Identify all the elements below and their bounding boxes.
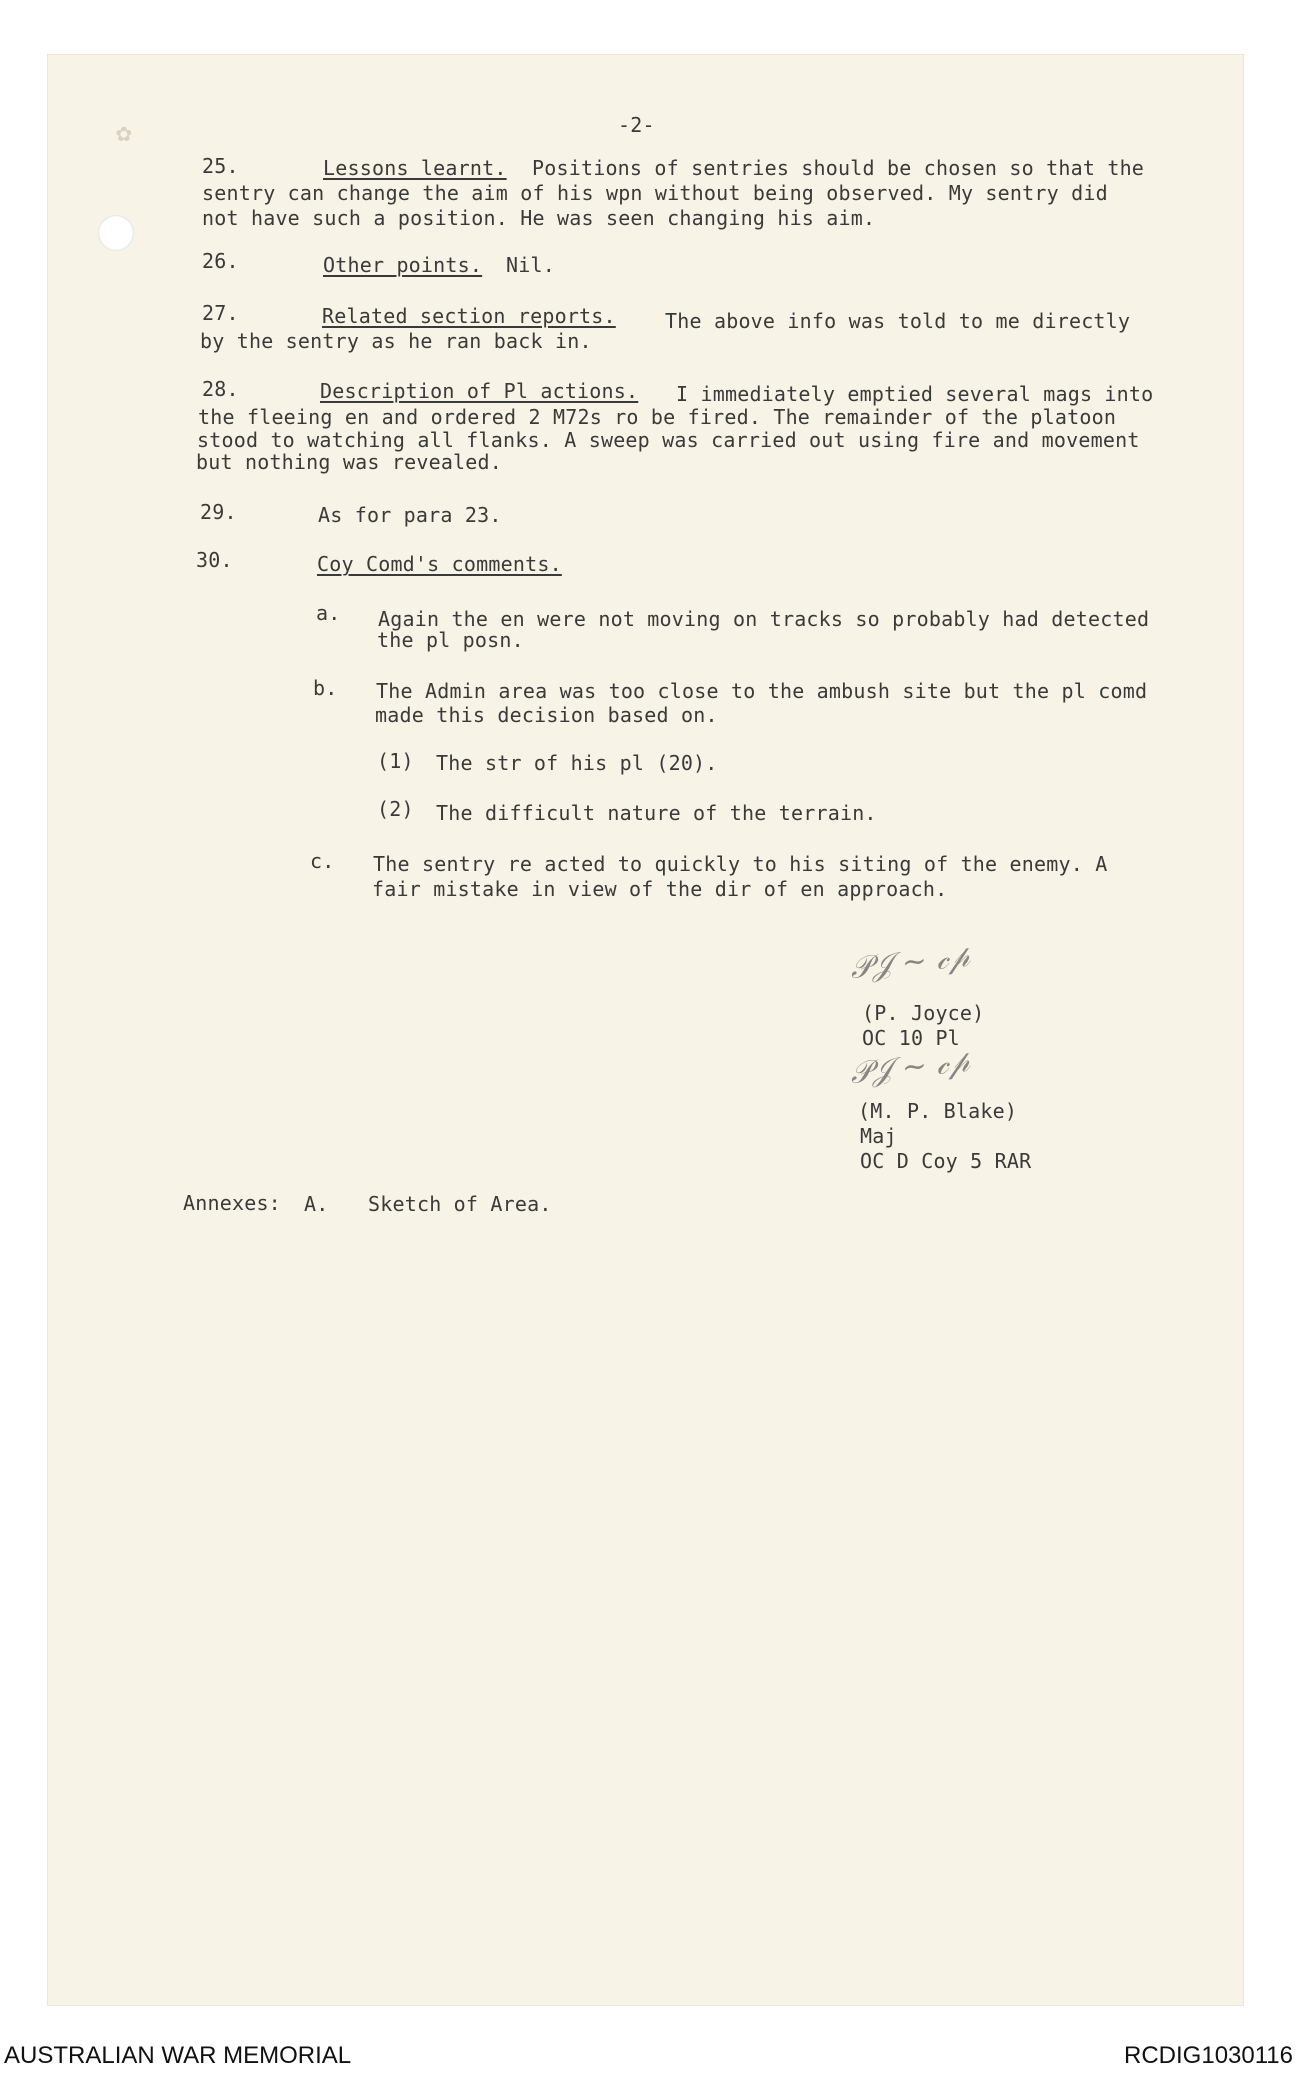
signature-blake: 𝒫𝒥 ~ 𝒸𝓅 [848,1043,972,1092]
para-27-number: 27. [202,301,239,325]
annex-a-label: A. [304,1192,329,1216]
signatory-2-rank: Maj [860,1124,897,1148]
signatory-1-role: OC 10 Pl [862,1026,960,1050]
page-number: -2- [618,113,655,137]
footer-record-id: RCDIG1030116 [1124,2042,1293,2069]
annexes-label: Annexes: [183,1191,281,1215]
para-25-number: 25. [202,154,239,178]
para-30b-sub1-text: The str of his pl (20). [436,751,718,775]
para-25-heading: Lessons learnt. [323,156,507,180]
para-27-heading: Related section reports. [322,304,616,328]
para-30c-label: c. [310,849,335,873]
para-28-line3: stood to watching all flanks. A sweep was carried out using fire and movement [197,428,1140,452]
para-28-line2: the fleeing en and ordered 2 M72s ro be fired. The remainder of the platoon [198,405,1117,429]
para-27-line1: The above info was told to me directly [665,309,1131,333]
para-30b-label: b. [313,676,338,700]
para-29-number: 29. [200,500,237,524]
para-25-line2: sentry can change the aim of his wpn without being observed. My sentry did [202,181,1108,205]
para-30-heading: Coy Comd's comments. [317,552,562,576]
para-30b-sub2-label: (2) [377,797,414,821]
para-28-number: 28. [202,377,239,401]
punch-hole [98,215,134,251]
para-30b-sub2-text: The difficult nature of the terrain. [436,801,877,825]
para-26-text: Nil. [506,253,555,277]
para-26-heading: Other points. [323,253,483,277]
signature-joyce: 𝒫𝒥 ~ 𝒸𝓅 [848,938,972,987]
annex-a-text: Sketch of Area. [368,1192,552,1216]
para-25-line3: not have such a position. He was seen changing his aim. [202,206,876,230]
para-30b-line1: The Admin area was too close to the ambush site but the pl comd [376,679,1148,703]
signatory-1-name: (P. Joyce) [862,1001,985,1025]
signatory-2-role: OC D Coy 5 RAR [860,1149,1032,1173]
para-28-line4: but nothing was revealed. [196,450,503,474]
para-30c-line2: fair mistake in view of the dir of en approach. [372,877,948,901]
para-30b-line2: made this decision based on. [375,703,718,727]
para-28-line1: I immediately emptied several mags into [676,382,1154,406]
footer-institution: AUSTRALIAN WAR MEMORIAL [4,2042,352,2069]
para-25-line1: Positions of sentries should be chosen so that the [532,156,1145,180]
para-30a-line1: Again the en were not moving on tracks so probably had detected [378,607,1150,631]
para-26-number: 26. [202,249,239,273]
para-30a-label: a. [316,601,341,625]
para-30c-line1: The sentry re acted to quickly to his siting of the enemy. A [373,852,1108,876]
para-30a-line2: the pl posn. [377,628,524,652]
para-28-heading: Description of Pl actions. [320,379,639,403]
para-30-number: 30. [196,548,233,572]
para-27-line2: by the sentry as he ran back in. [200,329,592,353]
para-30b-sub1-label: (1) [377,749,414,773]
para-29-text: As for para 23. [318,503,502,527]
signatory-2-name: (M. P. Blake) [858,1099,1018,1123]
paper-mark: ✿ [116,118,132,148]
